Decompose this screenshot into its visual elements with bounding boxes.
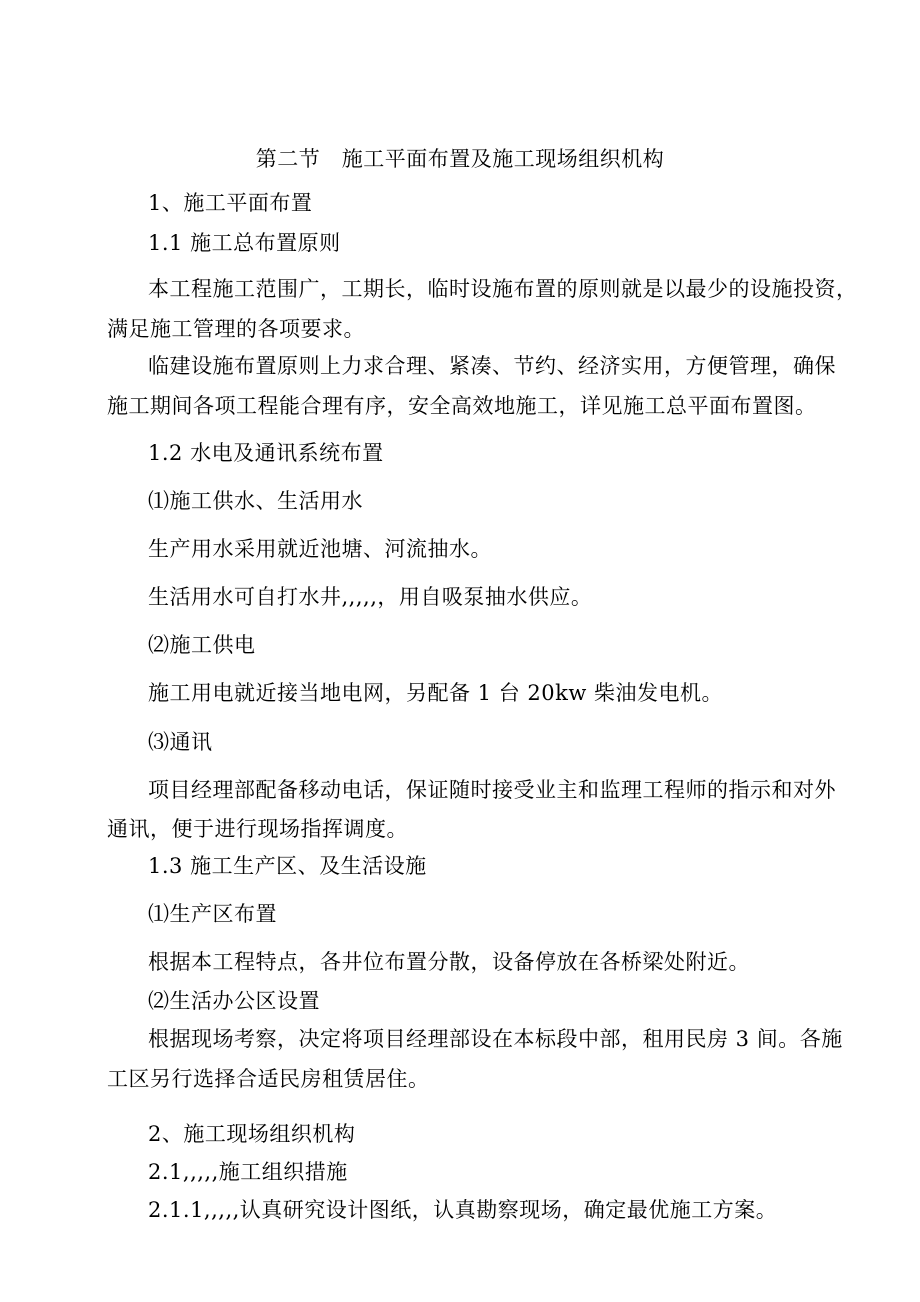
item-production-area: ⑴生产区布置 xyxy=(148,902,277,926)
paragraph-communication-line-1: 项目经理部配备移动电话，保证随时接受业主和监理工程师的指示和对外 xyxy=(148,778,836,802)
heading-2-1-1: 2.1.1,,,,,认真研究设计图纸，认真勘察现场，确定最优施工方案。 xyxy=(148,1198,778,1222)
paragraph-office-line-2: 工区另行选择合适民房租赁居住。 xyxy=(107,1067,430,1091)
item-office-area: ⑵生活办公区设置 xyxy=(148,989,320,1013)
paragraph-2-line-1: 临建设施布置原则上力求合理、紧凑、节约、经济实用，方便管理，确保 xyxy=(148,354,836,378)
heading-1-2: 1.2 水电及通讯系统布置 xyxy=(148,441,384,465)
heading-1: 1、施工平面布置 xyxy=(148,191,313,215)
paragraph-1-line-2: 满足施工管理的各项要求。 xyxy=(107,317,365,341)
paragraph-production-area: 根据本工程特点，各井位布置分散，设备停放在各桥梁处附近。 xyxy=(148,950,750,974)
paragraph-office-line-1: 根据现场考察，决定将项目经理部设在本标段中部，租用民房 3 间。各施 xyxy=(148,1027,843,1051)
paragraph-production-water: 生产用水采用就近池塘、河流抽水。 xyxy=(148,537,492,561)
paragraph-domestic-water: 生活用水可自打水井,,,,,，用自吸泵抽水供应。 xyxy=(148,585,593,609)
paragraph-power: 施工用电就近接当地电网，另配备 1 台 20kw 柴油发电机。 xyxy=(148,681,723,705)
item-water-supply: ⑴施工供水、生活用水 xyxy=(148,489,363,513)
heading-2: 2、施工现场组织机构 xyxy=(148,1122,356,1146)
item-power-supply: ⑵施工供电 xyxy=(148,633,256,657)
item-communication: ⑶通讯 xyxy=(148,730,213,754)
paragraph-1-line-1: 本工程施工范围广，工期长，临时设施布置的原则就是以最少的设施投资， xyxy=(148,277,858,301)
section-title: 第二节 施工平面布置及施工现场组织机构 xyxy=(255,147,665,171)
paragraph-communication-line-2: 通讯，便于进行现场指挥调度。 xyxy=(107,817,408,841)
heading-1-1: 1.1 施工总布置原则 xyxy=(148,231,341,255)
paragraph-2-line-2: 施工期间各项工程能合理有序，安全高效地施工，详见施工总平面布置图。 xyxy=(107,394,817,418)
heading-1-3: 1.3 施工生产区、及生活设施 xyxy=(148,854,427,878)
heading-2-1: 2.1,,,,,施工组织措施 xyxy=(148,1160,348,1184)
